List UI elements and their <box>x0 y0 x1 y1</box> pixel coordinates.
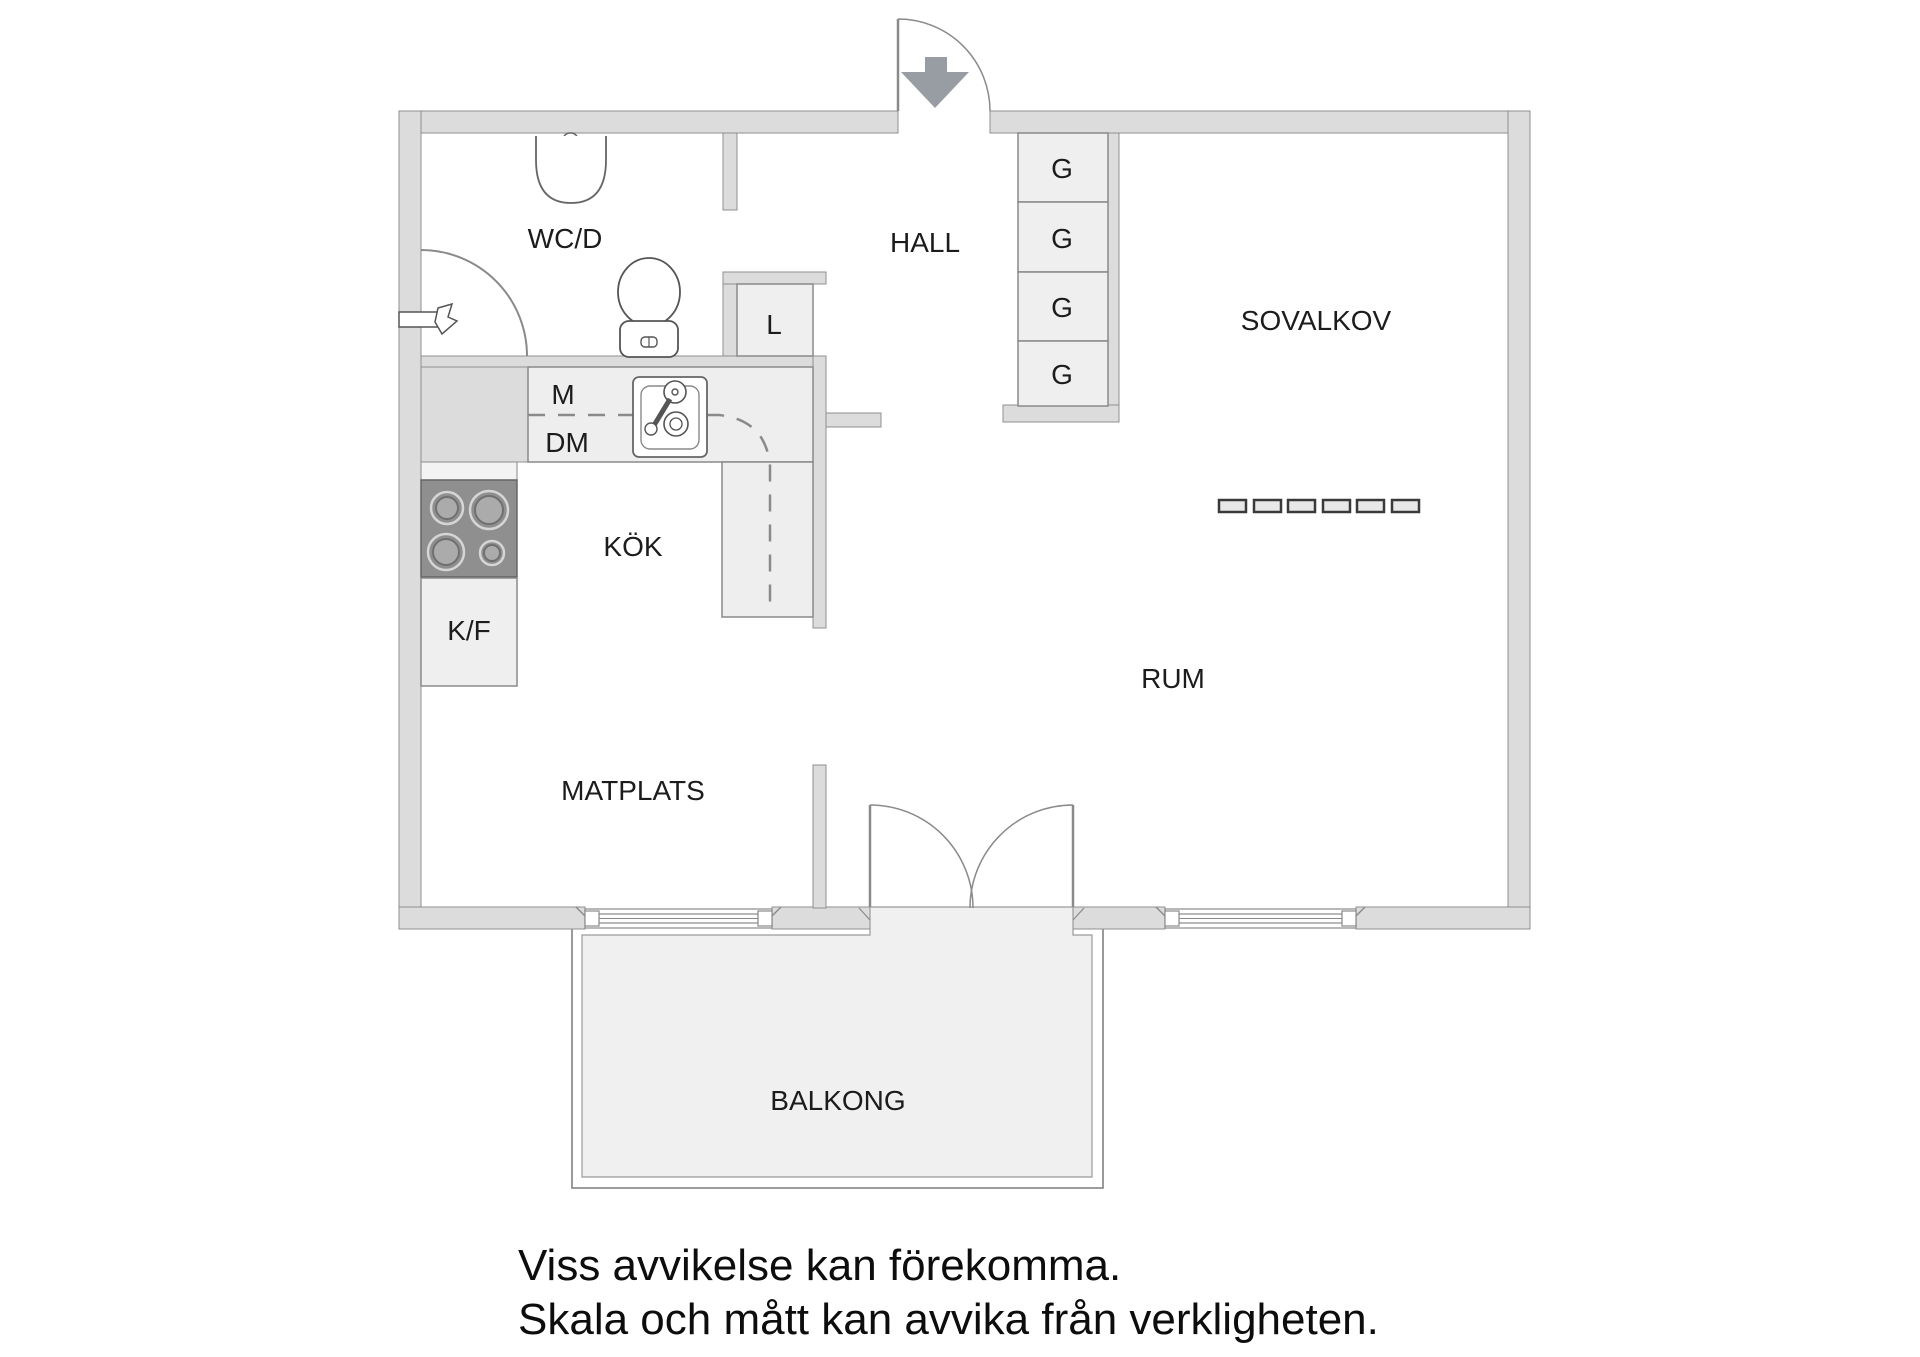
label-balkong: BALKONG <box>770 1085 906 1116</box>
wall-closet-left <box>723 272 737 367</box>
balcony <box>572 907 1103 1188</box>
wardrobe-label: G <box>1051 359 1073 390</box>
label-wcd: WC/D <box>527 223 603 254</box>
kitchen-counter-side <box>722 462 813 617</box>
shower-head-arm <box>399 312 438 327</box>
toilet-bowl <box>618 258 680 326</box>
window-endcap <box>758 911 772 926</box>
stove-burner <box>428 534 464 570</box>
wall-wcd-right-upper <box>723 133 737 210</box>
kitchen-counter-strip <box>421 462 517 480</box>
disclaimer-line1: Viss avvikelse kan förekomma. <box>518 1241 1122 1290</box>
entrance-arrow-head <box>901 72 969 108</box>
window-rum <box>1156 907 1365 928</box>
wall-kitchen-right <box>813 356 826 628</box>
entrance-arrow-icon <box>901 57 969 108</box>
linen-closet-label: L <box>766 309 782 340</box>
disclaimer-line2: Skala och mått kan avvika från verkligheten. <box>518 1295 1379 1344</box>
toilet-icon <box>618 258 680 357</box>
rail-segment <box>1254 500 1281 512</box>
stove-burner <box>431 492 463 524</box>
sink-faucet-base <box>645 423 657 435</box>
washbasin-icon <box>536 133 606 203</box>
window-endcap <box>1165 911 1179 926</box>
shower-head <box>435 304 457 334</box>
shower-curtain-arc <box>421 250 527 356</box>
stove-plate <box>421 480 517 577</box>
sink-icon <box>633 377 707 457</box>
dishwasher-label: DM <box>545 427 589 458</box>
balcony-doors <box>859 805 1084 920</box>
rail-segment <box>1357 500 1384 512</box>
wall-wardrobe-bottom-stub <box>1003 405 1119 422</box>
wall-wcd-bottom <box>421 356 826 367</box>
window-endcap <box>585 911 599 926</box>
label-hall: HALL <box>889 227 961 258</box>
balcony-slab <box>582 907 1092 1177</box>
wall-bottom-4 <box>1356 907 1530 929</box>
wall-top-left <box>399 111 898 133</box>
wall-top-right <box>990 111 1530 133</box>
rail-segment <box>1392 500 1419 512</box>
sleeping-alcove-rail <box>1219 500 1419 512</box>
wall-closet-top <box>723 272 826 284</box>
rail-segment <box>1288 500 1315 512</box>
stove-burner <box>480 541 504 565</box>
wall-left <box>399 111 421 929</box>
wall-right <box>1508 111 1530 929</box>
wall-bottom-2 <box>772 907 870 929</box>
sink-drain <box>664 412 688 436</box>
wardrobe-label: G <box>1051 153 1073 184</box>
linen-closet <box>737 284 813 356</box>
wall-kitchen-block <box>421 367 528 462</box>
wall-hall-stub <box>826 413 881 427</box>
label-kok: KÖK <box>603 531 663 562</box>
stove-icon <box>421 480 517 577</box>
label-sovalkov: SOVALKOV <box>1240 305 1392 336</box>
window-matplats <box>576 907 781 928</box>
wall-bottom-3 <box>1073 907 1165 929</box>
wardrobe-label: G <box>1051 292 1073 323</box>
label-rum: RUM <box>1141 663 1205 694</box>
wardrobe-cabinets <box>1018 133 1108 406</box>
washbasin-bowl <box>536 136 606 203</box>
window-endcap <box>1342 911 1356 926</box>
rail-segment <box>1323 500 1350 512</box>
wall-wardrobe-right <box>1108 133 1119 422</box>
balcony-door-arc-right <box>970 805 1073 908</box>
micro-label: M <box>551 379 575 410</box>
balcony-door-arc-left <box>870 805 973 908</box>
label-matplats: MATPLATS <box>561 775 705 806</box>
wall-matplats-divider <box>813 765 826 908</box>
disclaimer <box>518 1241 1379 1344</box>
wardrobe-label: G <box>1051 223 1073 254</box>
stove-burner <box>470 491 508 529</box>
wall-bottom-1 <box>399 907 585 929</box>
rail-segment <box>1219 500 1246 512</box>
entrance-arrow-stem <box>925 57 947 73</box>
fridge-freezer-label: K/F <box>447 615 491 646</box>
